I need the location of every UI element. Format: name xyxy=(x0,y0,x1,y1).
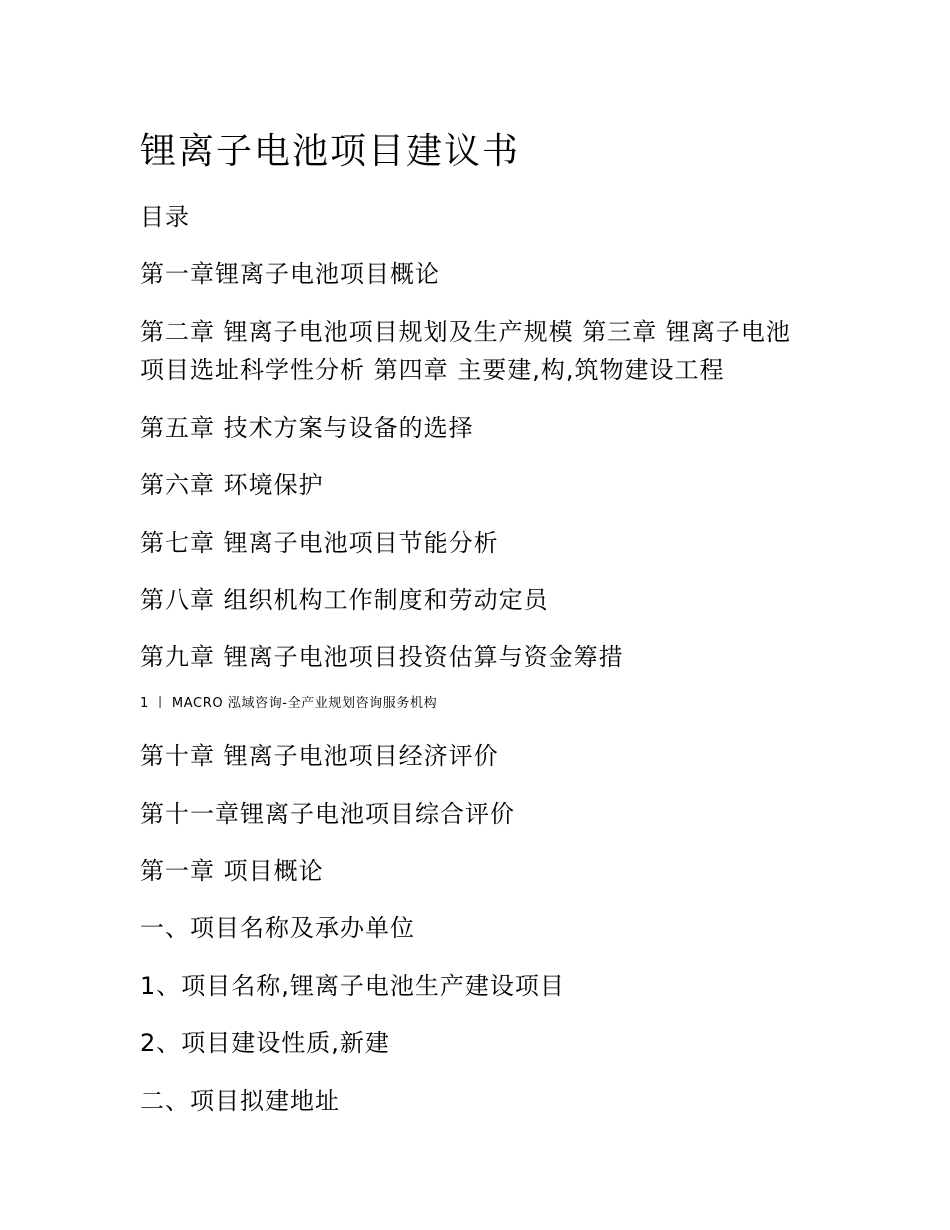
toc-item: 第九章 锂离子电池项目投资估算与资金筹措 xyxy=(140,643,624,671)
document-title: 锂离子电池项目建议书 xyxy=(140,131,521,172)
page-footer: 1 丨 MACRO 泓域咨询-全产业规划咨询服务机构 xyxy=(140,696,438,711)
section-heading: 第一章 项目概论 xyxy=(140,857,324,885)
toc-item: 第七章 锂离子电池项目节能分析 xyxy=(140,529,499,557)
toc-item: 第十一章锂离子电池项目综合评价 xyxy=(140,800,515,828)
toc-item: 第六章 环境保护 xyxy=(140,471,324,499)
toc-item: 第二章 锂离子电池项目规划及生产规模 第三章 锂离子电池项目选址科学性分析 第四章 主要建,构,筑物建设工程 xyxy=(140,318,791,384)
body-paragraph: 1、项目名称,锂离子电池生产建设项目 xyxy=(140,972,565,1000)
section-subheading: 二、项目拟建地址 xyxy=(140,1087,340,1115)
toc-item: 第一章锂离子电池项目概论 xyxy=(140,260,440,288)
toc-item: 第五章 技术方案与设备的选择 xyxy=(140,414,474,442)
toc-heading: 目录 xyxy=(140,203,190,231)
toc-item: 第十章 锂离子电池项目经济评价 xyxy=(140,742,499,770)
body-paragraph: 2、项目建设性质,新建 xyxy=(140,1029,390,1057)
section-subheading: 一、项目名称及承办单位 xyxy=(140,914,415,942)
toc-item: 第八章 组织机构工作制度和劳动定员 xyxy=(140,586,549,614)
